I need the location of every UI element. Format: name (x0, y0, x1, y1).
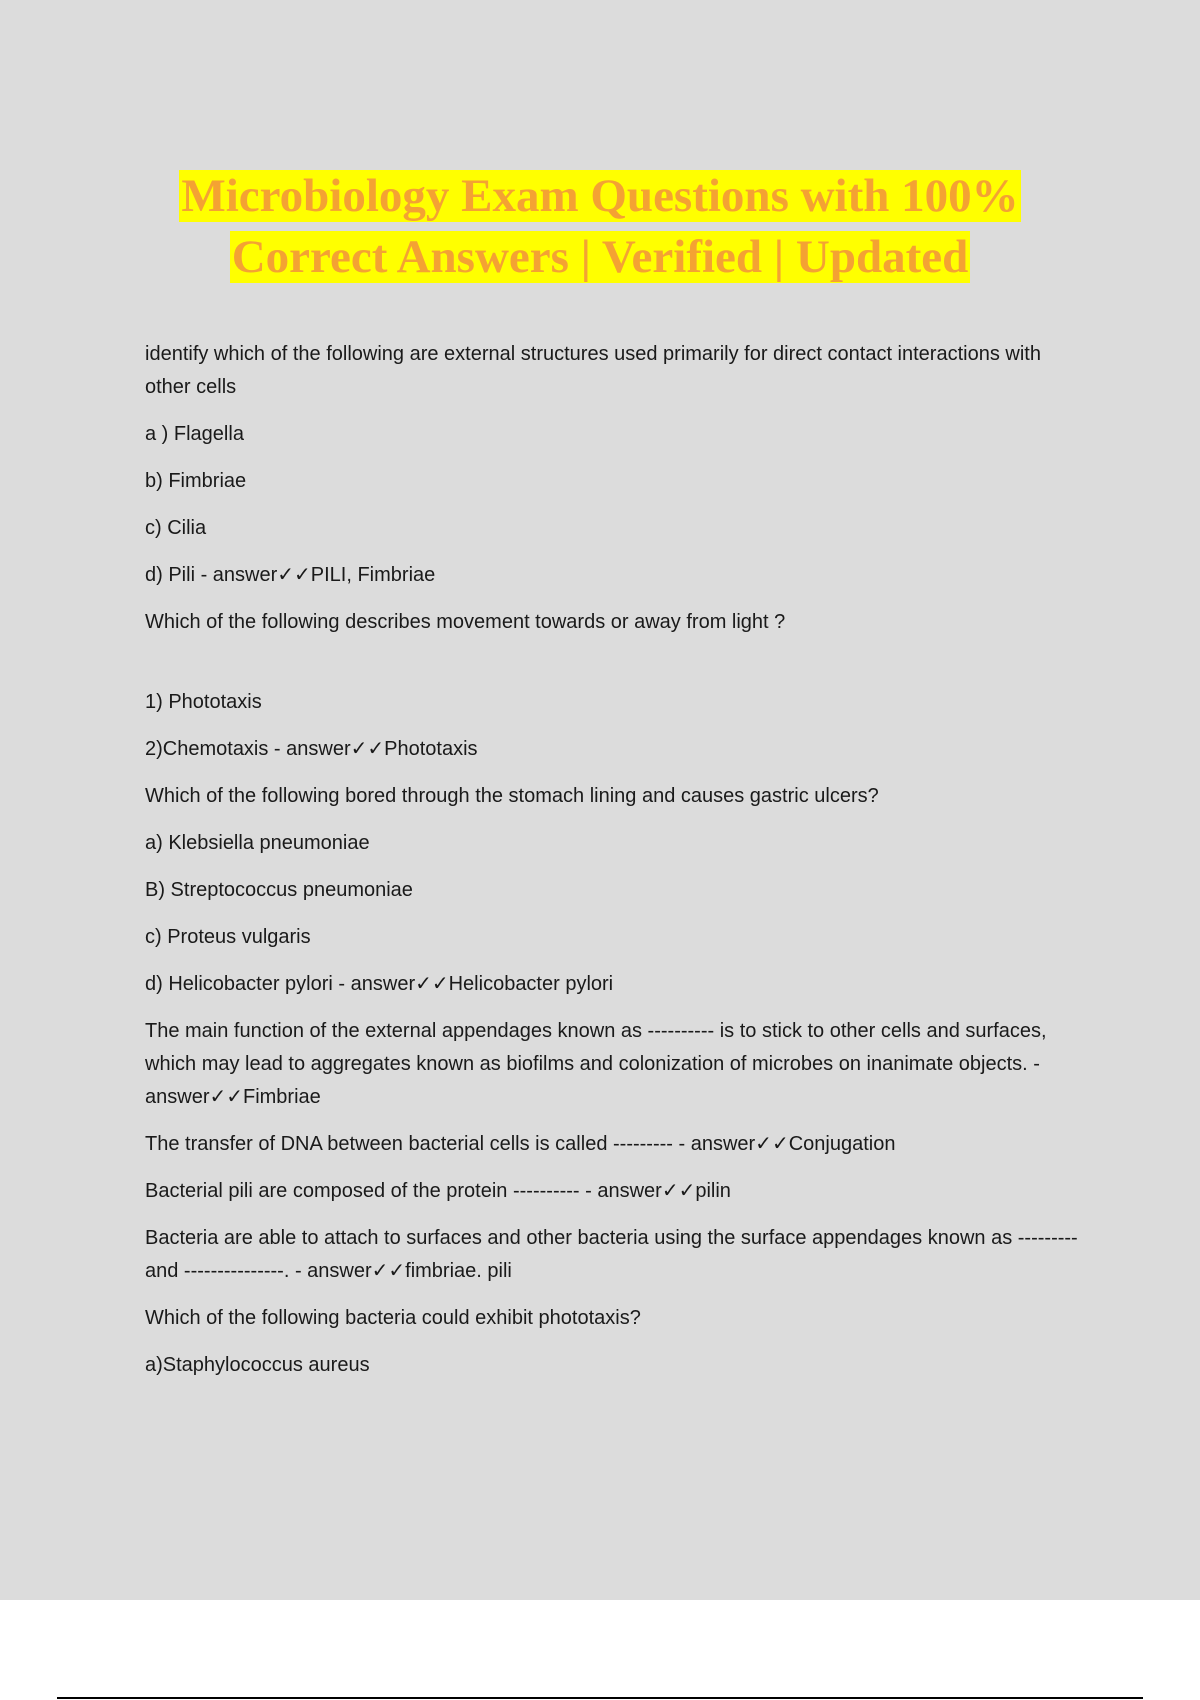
question-7-with-answer: Bacteria are able to attach to surfaces and other bacteria using the surface appendages known as --------- and ---------------. - answer✓✓fimbriae. pili (145, 1227, 1078, 1282)
option-2-1: 1) Phototaxis (145, 691, 262, 713)
option-3b: B) Streptococcus pneumoniae (145, 879, 413, 901)
question-3-text: Which of the following bored through the stomach lining and causes gastric ulcers? (145, 785, 879, 807)
question-5-with-answer: The transfer of DNA between bacterial cells is called --------- - answer✓✓Conjugation (145, 1133, 896, 1155)
question-1-text: identify which of the following are external structures used primarily for direct contact interactions with other cells (145, 343, 1041, 398)
option-1c: c) Cilia (145, 517, 207, 539)
title-line-1: Microbiology Exam Questions with 100% (181, 170, 1019, 222)
document-body (145, 338, 1085, 1396)
option-2-2-answer: 2)Chemotaxis - answer✓✓Phototaxis (145, 738, 478, 760)
option-3c: c) Proteus vulgaris (145, 926, 311, 948)
question-4-with-answer: The main function of the external appendages known as ---------- is to stick to other cells and surfaces, which may lead to aggregates known as biofilms and colonization of microbes on inanimate objects. - answer✓✓Fimbriae (145, 1020, 1047, 1108)
option-1d-answer: d) Pili - answer✓✓PILI, Fimbriae (145, 564, 436, 586)
question-6-with-answer: Bacterial pili are composed of the protein ---------- - answer✓✓pilin (145, 1180, 731, 1202)
question-2-text: Which of the following describes movement towards or away from light ? (145, 611, 786, 633)
question-8-text: Which of the following bacteria could exhibit phototaxis? (145, 1307, 641, 1329)
title-line-2: Correct Answers | Verified | Updated (231, 231, 969, 283)
option-1a: a ) Flagella (145, 423, 244, 445)
option-3a: a) Klebsiella pneumoniae (145, 832, 370, 854)
document-title (0, 166, 1200, 288)
bottom-divider (57, 1697, 1143, 1699)
option-1b: b) Fimbriae (145, 470, 247, 492)
option-3d-answer: d) Helicobacter pylori - answer✓✓Helicobacter pylori (145, 973, 614, 995)
option-8a: a)Staphylococcus aureus (145, 1354, 370, 1376)
